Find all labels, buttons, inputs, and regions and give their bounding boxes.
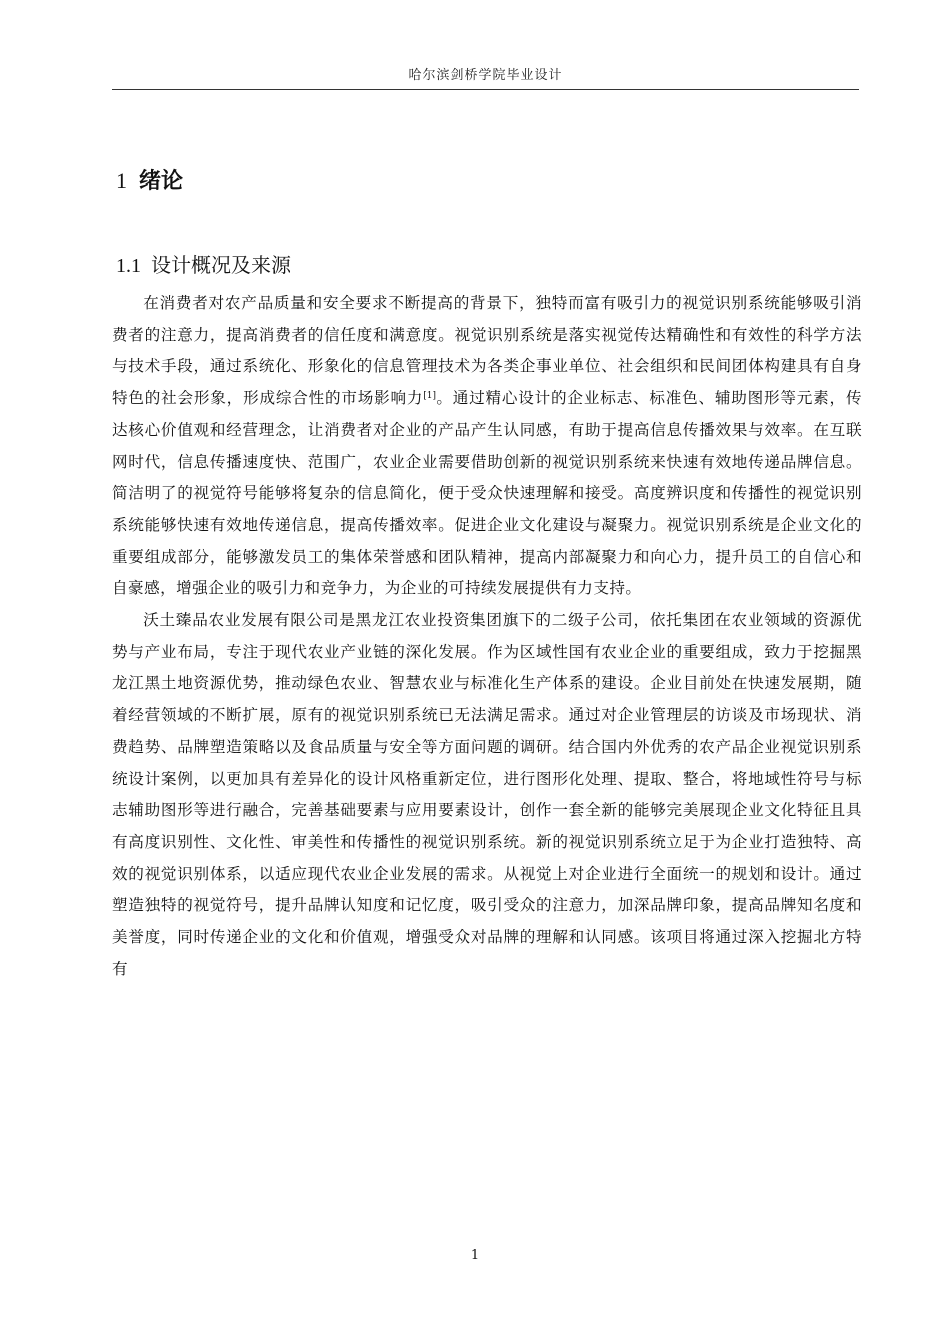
paragraph-2: 沃土臻品农业发展有限公司是黑龙江农业投资集团旗下的二级子公司，依托集团在农业领域的资源优势与产业布局，专注于现代农业产业链的深化发展。作为区域性国有农业企业的重要组成，致力于挖掘黑龙江黑土地资源优势，推动绿色农业、智慧农业与标准化生产体系的建设。企业目前处在快速发展期，随着经营领域的不断扩展，原有的视觉识别系统已无法满足需求。通过对企业管理层的访谈及市场现状、消费趋势、品牌塑造策略以及食品质量与安全等方面问题的调研。结合国内外优秀的农产品企业视觉识别系统设计案例，以更加具有差异化的设计风格重新定位，进行图形化处理、提取、整合，将地域性符号与标志辅助图形等进行融合，完善基础要素与应用要素设计，创作一套全新的能够完美展现企业文化特征且具有高度识别性、文化性、审美性和传播性的视觉识别系统。新的视觉识别系统立足于为企业打造独特、高效的视觉识别体系，以适应现代农业企业发展的需求。从视觉上对企业进行全面统一的规划和设计。通过塑造独特的视觉符号，提升品牌认知度和记忆度，吸引受众的注意力，加深品牌印象，提高品牌知名度和美誉度，同时传递企业的文化和价值观，增强受众对品牌的理解和认同感。该项目将通过深入挖掘北方特有 [112,611,862,978]
section-heading [116,249,291,278]
citation-marker: [1] [423,391,437,402]
running-header: 哈尔滨剑桥学院毕业设计 [408,68,563,83]
paragraph-1-text-b: 。通过精心设计的企业标志、标准色、辅助图形等元素，传达核心价值观和经营理念，让消费者对企业的产品产生认同感，有助于提高信息传播效果与效率。在互联网时代，信息传播速度快、范围广，农业企业需要借助创新的视觉识别系统来快速有效地传递品牌信息。简洁明了的视觉符号能够将复杂的信息简化，便于受众快速理解和接受。高度辨识度和传播性的视觉识别系统能够快速有效地传递信息，提高传播效率。促进企业文化建设与凝聚力。视觉识别系统是企业文化的重要组成部分，能够激发员工的集体荣誉感和团队精神，提高内部凝聚力和向心力，提升员工的自信心和自豪感，增强企业的吸引力和竞争力，为企业的可持续发展提供有力支持。 [112,389,862,598]
page-number: 1 [470,1248,480,1263]
paragraph-1 [112,288,862,605]
body-text [112,288,862,985]
chapter-title: 绪论 [139,169,184,194]
section-number: 1.1 [116,255,141,277]
header-rule [112,89,859,90]
paragraph-1-text-a: 在消费者对农产品质量和安全要求不断提高的背景下，独特而富有吸引力的视觉识别系统能够吸引消费者的注意力，提高消费者的信任度和满意度。视觉识别系统是落实视觉传达精确性和有效性的科学方法与技术手段，通过系统化、形象化的信息管理技术为各类企事业单位、社会组织和民间团体构建具有自身特色的社会形象，形成综合性的市场影响力 [112,294,862,408]
chapter-heading [116,164,183,195]
chapter-number: 1 [116,168,127,193]
section-title: 设计概况及来源 [151,253,291,277]
